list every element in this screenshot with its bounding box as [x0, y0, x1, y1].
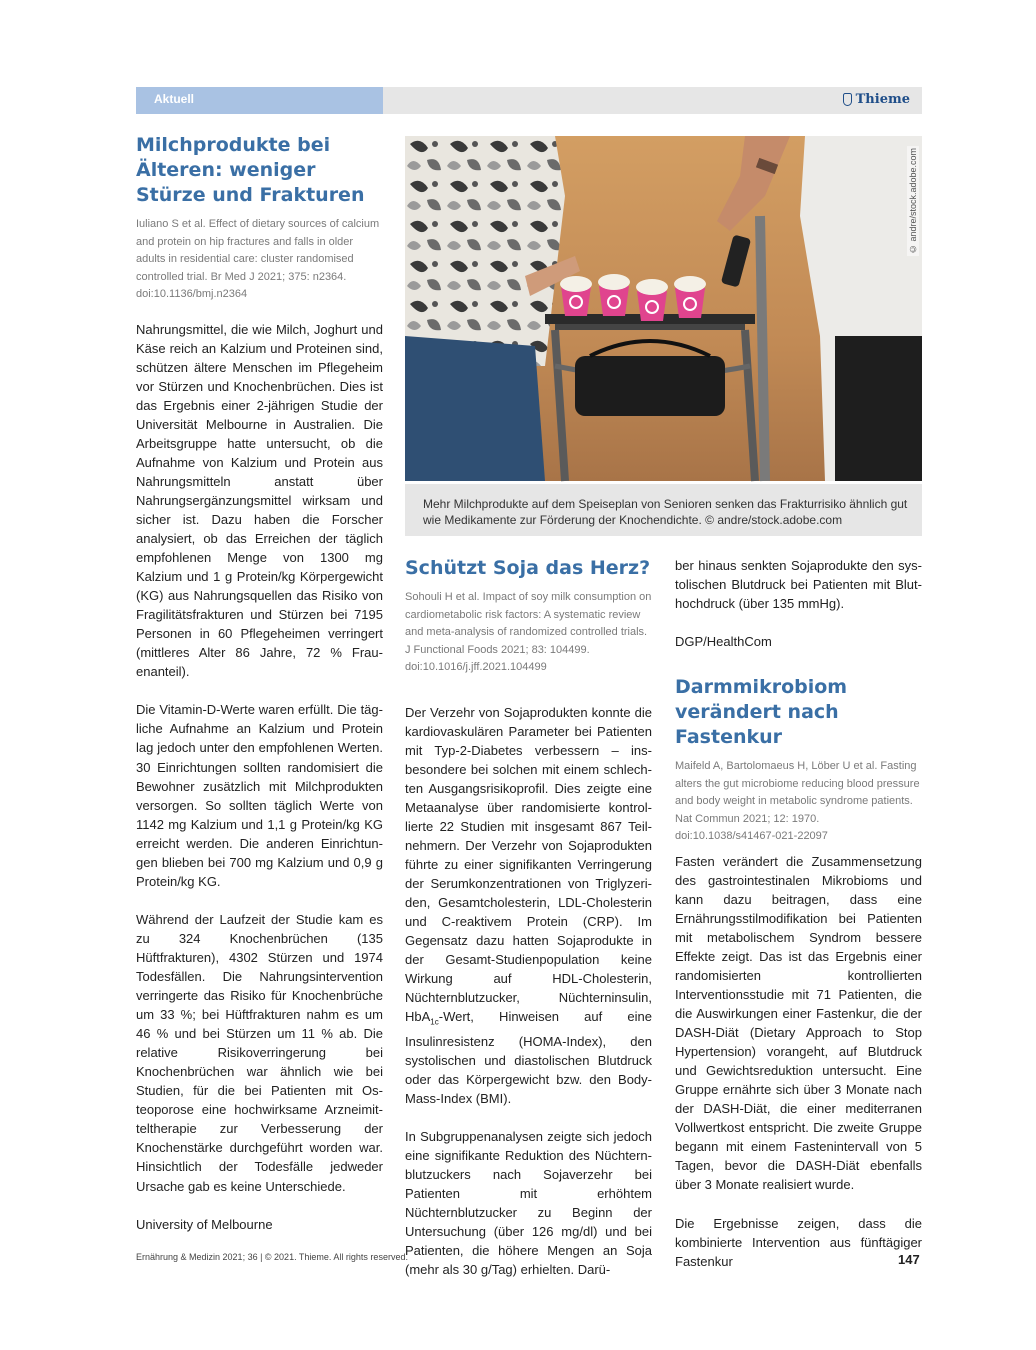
thieme-logo-icon [843, 93, 852, 106]
body-paragraph-continued: ber hinaus senkten Sojaprodukte den systolischen Blutdruck bei Patienten mit Bluthochdruck (über 135 mmHg). [675, 558, 922, 612]
column-three [675, 556, 922, 1290]
article-milchprodukte [136, 133, 383, 1253]
publisher-name: Thieme [855, 92, 910, 107]
body-paragraph: Während der Laufzeit der Studie kam es zu 324 Knochenbrüchen (135 Hüftfrakturen), 4302 Stürzen und 1974 Todesfällen. Die Nahrungsintervention verringerte das Risiko für Knochenbrüche um 33 %; bei Hüftfrakturen nahm es um 46 % und bei Stürzen um 11 % ab. Die relative Risikoverringerung bei Knochenbrüchen war ähnlich wie bei Studien, für die bei Patienten mit Osteoporose eine hochwirksame Arzneimitteltherapie zur Verbesserung der Knochenstärke durchgeführt worden war. Hinsichtlich der Todesfälle jedweder Ursache gab es keine Unterschiede. [136, 911, 383, 1194]
publisher-logo [843, 92, 910, 107]
subscript: 1c [430, 1017, 439, 1027]
header-bar [136, 87, 922, 114]
body-text: Der Verzehr von Sojaprodukten konnte die kardiovaskulären Parameter bei Patienten mit Typ-2-Diabetes verbessern – insbesondere bei solchen mit einem schlechten Ausgangsrisikoprofil. Dies zeigte eine Metaanalyse über randomisierte kontrollierte 22 Studien mit insgesamt 867 Teilnehmern. Der Verzehr von Sojaprodukten führte zu einer signifikanten Verringerung der Serumkonzentrationen von Triglyzeriden, Gesamtcholesterin, LDL-Cholesterin und C-reaktivem Protein (CRP). Im Gegensatz dazu hatten Sojaprodukte in der Gesamt-Studienpopulation keine Wirkung auf HDL-Cholesterin, Nüchternblutzucker, Nüchterninsulin, HbA [405, 704, 652, 1025]
article-body [675, 852, 922, 1271]
article-source: University of Melbourne [136, 1216, 273, 1232]
body-text: -Wert, Hinweisen auf eine Insulinresistenz (HOMA-Index), den systolischen und diastolischen Blutdruck oder das Körpergewicht bzw. den Body-Mass-Index (BMI). [405, 1009, 652, 1107]
seniors-walker-photo [405, 136, 922, 481]
article-source: DGP/HealthCom [675, 634, 772, 650]
page-number: 147 [898, 1252, 920, 1267]
footer-citation: Ernährung & Medizin 2021; 36 | © 2021. Thieme. All rights reserved. [136, 1252, 408, 1262]
article-body-continued [675, 556, 922, 651]
article-title: Darmmikrobiom verändert nach Fastenkur [675, 676, 848, 749]
article-soja [405, 556, 652, 1278]
body-paragraph: Die Vitamin-D-Werte waren erfüllt. Die tägliche Aufnahme an Kalzium und Protein lag jedoch unter den empfohlenen Werten. 30 Einrichtungen sollten randomisiert die Bewohner zusätzlich mit Milchprodukten versorgen. So sollten täglich Werte von 1142 mg Kalzium und 1,1 g Protein/kg KG erreicht werden. Die anderen Einrichtungen blieben bei 700 mg Kalzium und 0,9 g Protein/kg KG. [136, 702, 383, 889]
photo-credit: © andre/stock.adobe.com [908, 148, 918, 255]
body-paragraph [405, 703, 652, 1109]
body-paragraph: Nahrungsmittel, die wie Milch, Joghurt und Käse reich an Kalzium und Proteinen sind, schützen ältere Menschen im Pflegeheim vor Stürzen und Knochenbrüchen. Dies ist das Ergebnis einer 2-jährigen Studie der Universität Melbourne in Australien. Die Arbeitsgruppe hatte untersucht, ob die Aufnahme von Kalzium und Protein aus Nahrungsmitteln anstatt über Nahrungsergänzungsmittel wirksam und sicher ist. Dazu haben die Forscher analysiert, ob das Erreichen der täglich empfohlenen Menge von 1300 mg Kalzium und 1 g Protein/kg Körpergewicht (KG) aus Nahrungsquellen das Risiko von Fragilitätsfrakturen und Stürzen bei 7195 Personen in 60 Pflegeheimen verringert (mittleres Alter 86 Jahre, 72 % Frauenanteil). [136, 321, 383, 680]
figure-caption: Mehr Milchprodukte auf dem Speiseplan von Senioren senken das Frakturrisiko ähnlich gut wie Medikamente zur Förderung der Knochendichte. © andre/stock.adobe.com [423, 497, 908, 527]
section-tab [136, 87, 383, 114]
article-photo [405, 136, 922, 481]
body-paragraph: In Subgruppenanalysen zeigte sich jedoch eine signifikante Reduktion des Nüchternblutzuckers nach Sojaverzehr bei Patienten mit erhöhtem Nüchternblutzucker zu Beginn der Untersuchung (über 126 mg/dl) und bei Patienten, die höhere Mengen an Soja (mehr als 30 g/Tag) erhielten. Darü- [405, 1129, 652, 1278]
article-reference: Maifeld A, Bartolomaeus H, Löber U et al. Fasting alters the gut microbiome reducing blood pressure and body weight in metabolic syndrome patients. Nat Commun 2021; 12: 1970. doi:10.1038/s41467-021-22097 [675, 760, 920, 843]
section-label: Aktuell [154, 92, 195, 106]
article-body [405, 703, 652, 1278]
article-body [136, 320, 383, 1234]
article-title: Milchprodukte bei Älteren: weniger Stürze und Frakturen [136, 134, 365, 206]
figure-caption-box [405, 484, 922, 536]
article-darmmikrobiom [675, 675, 922, 1270]
body-paragraph: Die Ergebnisse zeigen, dass die kombinierte Intervention aus fünftägiger Fastenkur [675, 1215, 922, 1269]
article-reference: Sohouli H et al. Impact of soy milk consumption on cardiometabolic risk factors: A systematic review and meta-analysis of randomized controlled trials. J Functional Foods 2021; 83: 104499. doi:10.1016/j.jff.2021.104499 [405, 591, 652, 673]
article-title: Schützt Soja das Herz? [405, 557, 651, 579]
article-reference: Iuliano S et al. Effect of dietary sources of calcium and protein on hip fractures and falls in older adults in residential care: cluster randomised controlled trial. Br Med J 2021; 375: n2364. doi:10.1136/bmj.n2364 [136, 218, 380, 300]
body-paragraph: Fasten verändert die Zusammensetzung des gastrointestinalen Mikrobioms und kann dazu beitragen, dass eine Ernährungsstilmodifikation bei Patienten mit metabolischem Syndrom bessere Effekte zeigt. Das ist das Ergebnis einer randomisierten kontrollierten Interventionsstudie mit 71 Patienten, die die Auswirkungen einer Fastenkur, die der DASH-Diät (Dietary Approach to Stop Hypertension) vorangeht, auf Blutdruck und Gewichtsreduktion untersucht. Eine Gruppe ernährte sich über 3 Monate nach der DASH-Diät, die einer mediterranen Vollwertkost entspricht. Die zweite Gruppe begann mit einem Fastenintervall von 5 Tagen, bevor die DASH-Diät ebenfalls über 3 Monate realisiert wurde. [675, 853, 922, 1193]
